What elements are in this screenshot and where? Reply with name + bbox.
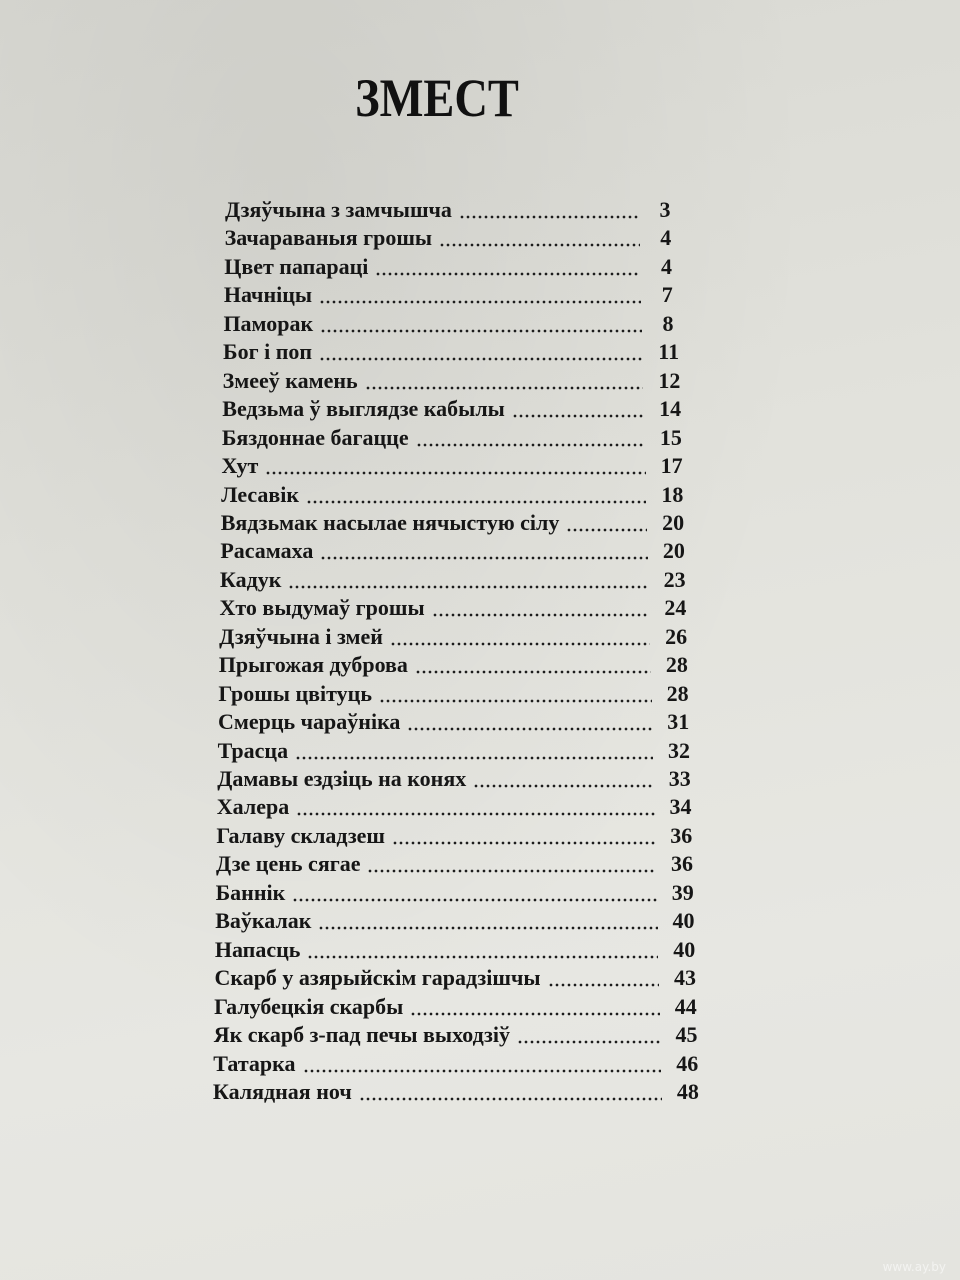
toc-entry-page-number: 40 [673, 936, 696, 962]
toc-entry [218, 737, 699, 765]
dot-leader [307, 954, 658, 960]
toc-entry-page-number: 15 [659, 424, 682, 450]
toc-entry [224, 281, 687, 309]
toc-entry-page-number: 20 [662, 538, 685, 564]
toc-entry-page-number: 40 [672, 908, 695, 934]
toc-entry-title: Цвет папараці [224, 253, 369, 279]
toc-entry [223, 367, 690, 395]
dot-leader [292, 897, 656, 903]
dot-leader [295, 755, 653, 761]
toc-entry-page-number: 44 [674, 993, 697, 1019]
toc-entry-title: Дзе цень сягае [216, 851, 361, 877]
toc-entry-page-number: 11 [658, 339, 680, 365]
toc-entry [220, 566, 695, 594]
toc-entry-page-number: 4 [660, 225, 672, 251]
toc-entry [214, 964, 705, 992]
toc-entry-title: Дзяўчына з замчышча [225, 197, 452, 222]
toc-entry-page-number: 32 [668, 737, 691, 763]
toc-entry-title: Расамаха [220, 538, 314, 564]
toc-entry-title: Халера [216, 794, 290, 820]
toc-entry-title: Ведзьма ў выглядзе кабылы [222, 396, 505, 422]
dot-leader [392, 840, 655, 846]
toc-entry-page-number: 24 [664, 595, 687, 621]
toc-entry-title: Вядзьмак насылае нячыстую сілу [220, 509, 560, 535]
toc-entry-title: Начніцы [223, 282, 313, 308]
toc-entry [216, 850, 702, 878]
toc-entry [214, 1021, 707, 1049]
dot-leader [288, 584, 648, 590]
toc-entry-page-number: 39 [671, 879, 694, 905]
toc-entry [216, 879, 703, 907]
toc-entry-page-number: 48 [676, 1078, 699, 1104]
toc-entry-title: Смерць чараўніка [217, 709, 401, 735]
dot-leader [439, 242, 640, 248]
toc-entry-title: Хут [221, 453, 259, 479]
toc-entry [220, 537, 694, 565]
dot-leader [548, 982, 659, 988]
toc-entry [225, 224, 686, 252]
toc-entry [216, 822, 701, 850]
toc-entry-title: Бяздоннае багацце [221, 424, 409, 450]
dot-leader [296, 811, 654, 817]
dot-leader [319, 299, 641, 305]
dot-leader [407, 726, 652, 732]
toc-entry [221, 481, 692, 509]
toc-entry-page-number: 28 [666, 680, 689, 706]
toc-entry [213, 1050, 707, 1078]
dot-leader [367, 868, 656, 874]
toc-entry-title: Калядная ноч [212, 1078, 352, 1104]
toc-entry-title: Змееў камень [222, 367, 358, 393]
toc-entry-page-number: 3 [659, 197, 671, 222]
toc-entry-page-number: 20 [662, 509, 685, 535]
toc-entry-page-number: 28 [665, 652, 688, 678]
toc-entry [221, 509, 693, 537]
dot-leader [473, 783, 654, 789]
page-title: ЗМЕСТ [355, 68, 519, 128]
toc-entry-title: Хто выдумаў грошы [219, 595, 425, 621]
toc-entry-title: Скарб у азярыйскім гарадзішчы [214, 965, 541, 991]
toc-entry-title: Лесавік [221, 481, 300, 507]
toc-entry-title: Баннік [215, 879, 286, 905]
dot-leader [306, 499, 646, 505]
toc-entry-title: Ваўкалак [215, 908, 312, 934]
dot-leader [319, 356, 643, 362]
dot-leader [410, 1011, 659, 1017]
dot-leader [512, 413, 644, 419]
toc-entry-page-number: 46 [676, 1050, 699, 1076]
toc-entry-title: Паморак [223, 310, 314, 336]
toc-entry [218, 680, 697, 708]
toc-entry [217, 765, 700, 793]
toc-entry-page-number: 43 [673, 965, 696, 991]
toc-entry-page-number: 26 [665, 623, 688, 649]
toc-entry [225, 196, 685, 224]
dot-leader [375, 271, 640, 277]
toc-entry [218, 708, 698, 736]
toc-entry-title: Дзяўчына і змей [219, 623, 383, 649]
toc-entry-page-number: 8 [662, 310, 674, 336]
toc-entry-page-number: 14 [659, 396, 682, 422]
toc-entry-page-number: 34 [669, 794, 692, 820]
dot-leader [566, 527, 647, 533]
toc-entry [215, 936, 704, 964]
toc-entry [223, 338, 689, 366]
toc-entry [221, 452, 691, 480]
toc-entry [214, 993, 706, 1021]
toc-entry [222, 424, 691, 452]
toc-entry-title: Галубецкія скарбы [214, 993, 404, 1019]
dot-leader [517, 1039, 660, 1045]
toc-entry [219, 623, 696, 651]
dot-leader [432, 612, 650, 618]
dot-leader [320, 328, 642, 334]
dot-leader [318, 925, 657, 931]
dot-leader [379, 698, 652, 704]
toc-entry-title: Трасца [217, 737, 289, 763]
toc-entry [220, 594, 696, 622]
dot-leader [415, 669, 651, 675]
toc-entry-title: Зачараваныя грошы [224, 225, 433, 251]
toc-entry-page-number: 18 [661, 481, 684, 507]
toc-entry-page-number: 7 [661, 282, 673, 308]
dot-leader [359, 1096, 662, 1102]
toc-entry-title: Галаву складзеш [216, 822, 385, 848]
toc-entry-title: Напасць [214, 936, 301, 962]
toc-entry [224, 253, 686, 281]
toc-entry-page-number: 4 [660, 253, 672, 279]
toc-entry-page-number: 33 [668, 766, 691, 791]
toc-entry [219, 651, 697, 679]
dot-leader [390, 641, 650, 647]
toc-entry-page-number: 12 [658, 367, 681, 393]
toc-entry-title: Грошы цвітуць [218, 680, 372, 706]
toc-entry [222, 395, 690, 423]
dot-leader [416, 442, 645, 448]
toc-entry-title: Прыгожая дуброва [218, 652, 408, 678]
dot-leader [303, 1068, 662, 1074]
dot-leader [320, 555, 648, 561]
toc-entry [223, 310, 688, 338]
toc-entry-title: Як скарб з-пад печы выходзіў [213, 1022, 510, 1048]
dot-leader [265, 470, 645, 476]
toc-entry [213, 1078, 708, 1106]
toc-entry-title: Бог і поп [223, 339, 313, 365]
toc-entry [217, 793, 701, 821]
toc-entry-page-number: 17 [660, 453, 683, 479]
dot-leader [365, 385, 644, 391]
toc-entry-page-number: 31 [667, 709, 690, 735]
toc-entry [215, 907, 703, 935]
toc-entry-page-number: 23 [663, 566, 686, 592]
toc-entry-page-number: 45 [675, 1022, 698, 1048]
dot-leader [459, 214, 639, 220]
watermark: www.ay.by [882, 1260, 946, 1274]
toc-entry-title: Кадук [219, 566, 282, 592]
toc-entry-title: Дамавы ездзіць на конях [217, 766, 467, 791]
toc-entry-page-number: 36 [671, 851, 693, 877]
toc-entry-title: Татарка [213, 1050, 296, 1076]
toc-entry-page-number: 36 [670, 822, 693, 848]
